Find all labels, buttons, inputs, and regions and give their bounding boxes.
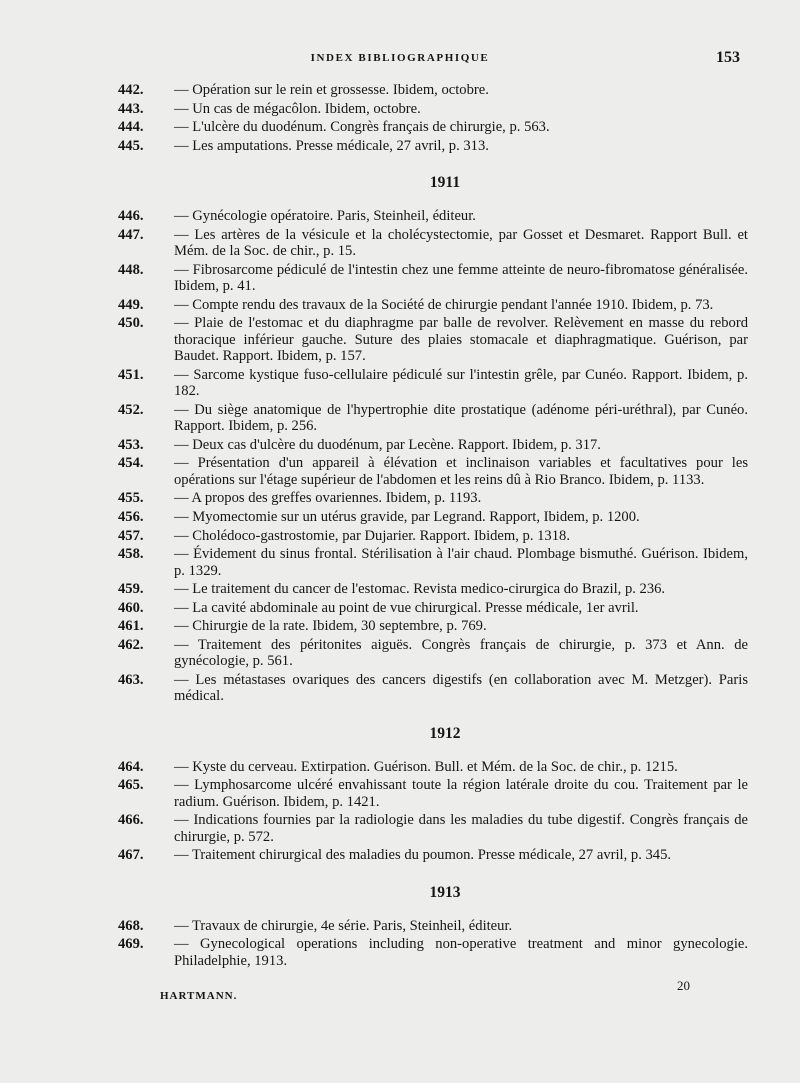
entry-number: 448. bbox=[118, 261, 144, 278]
entry-text: — Traitement chirurgical des maladies du poumon. Presse médicale, 27 avril, p. 345. bbox=[174, 847, 672, 864]
bibliography-entry bbox=[118, 528, 748, 544]
entry-text: — Le traitement du cancer de l'estomac. Revista medico-cirurgica do Brazil, p. 236. bbox=[174, 581, 666, 598]
bibliography-entry bbox=[118, 367, 748, 400]
entry-text: — Compte rendu des travaux de la Société de chirurgie pendant l'année 1910. Ibidem, p. 73. bbox=[174, 296, 714, 313]
entry-number: 444. bbox=[118, 119, 144, 136]
bibliography-entry bbox=[118, 262, 748, 295]
bibliography-entry bbox=[118, 119, 748, 135]
entry-number: 456. bbox=[118, 508, 144, 525]
entry-number: 451. bbox=[118, 366, 144, 383]
entry-number: 450. bbox=[118, 315, 144, 332]
bibliography-entry bbox=[118, 777, 748, 810]
bibliography-entry bbox=[118, 455, 748, 488]
entry-text: — Indications fournies par la radiologie dans les maladies du tube digestif. Congrès français de chirurgie, p. 572. bbox=[174, 812, 748, 845]
bibliography-entry bbox=[118, 82, 748, 98]
entry-number: 452. bbox=[118, 401, 144, 418]
bibliography-entry bbox=[118, 546, 748, 579]
year-heading: 1913 bbox=[429, 883, 461, 901]
running-title: INDEX BIBLIOGRAPHIQUE bbox=[310, 52, 490, 64]
bibliography-entry bbox=[118, 437, 748, 453]
bibliography-entry bbox=[118, 812, 748, 845]
page-number: 153 bbox=[716, 49, 740, 66]
entry-text: — Opération sur le rein et grossesse. Ibidem, octobre. bbox=[174, 82, 489, 98]
entry-text: — Deux cas d'ulcère du duodénum, par Lecène. Rapport. Ibidem, p. 317. bbox=[174, 436, 601, 453]
entry-text: — Cholédoco-gastrostomie, par Dujarier. Rapport. Ibidem, p. 1318. bbox=[174, 527, 570, 544]
entry-text: — Myomectomie sur un utérus gravide, par Legrand. Rapport, Ibidem, p. 1200. bbox=[174, 508, 640, 525]
year-heading: 1911 bbox=[429, 174, 461, 192]
entry-number: 466. bbox=[118, 812, 144, 829]
entry-number: 454. bbox=[118, 455, 144, 472]
entry-number: 467. bbox=[118, 847, 144, 864]
bibliography-entry bbox=[118, 509, 748, 525]
entry-number: 465. bbox=[118, 777, 144, 794]
bibliography-entry bbox=[118, 618, 748, 634]
entry-text: — Fibrosarcome pédiculé de l'intestin chez une femme atteinte de neuro-fibromatose généralisée. Ibidem, p. 41. bbox=[174, 261, 748, 295]
entry-text: — Kyste du cerveau. Extirpation. Guérison. Bull. et Mém. de la Soc. de chir., p. 1215. bbox=[174, 758, 678, 775]
entry-text: — Les amputations. Presse médicale, 27 avril, p. 313. bbox=[174, 137, 489, 154]
year-heading: 1912 bbox=[429, 724, 461, 742]
entry-text: — Du siège anatomique de l'hypertrophie dite prostatique (adénome péri-uréthral), par Cunéo. Rapport. Ibidem, p. 256. bbox=[174, 401, 748, 435]
bibliography-entry bbox=[118, 208, 748, 224]
sheet-number: 20 bbox=[677, 978, 690, 993]
entry-number: 453. bbox=[118, 436, 144, 453]
entry-number: 464. bbox=[118, 758, 144, 775]
bibliography-entry bbox=[118, 637, 748, 670]
entry-number: 468. bbox=[118, 917, 144, 934]
entry-text: — La cavité abdominale au point de vue chirurgical. Presse médicale, 1er avril. bbox=[174, 599, 639, 616]
bibliography-entry bbox=[118, 847, 748, 863]
bibliography-entry bbox=[118, 600, 748, 616]
bibliography-entry bbox=[118, 315, 748, 364]
bibliography-entry bbox=[118, 402, 748, 435]
entry-number: 442. bbox=[118, 82, 144, 98]
entry-number: 447. bbox=[118, 226, 144, 243]
entry-text: — Les artères de la vésicule et la cholécystectomie, par Gosset et Desmaret. Rapport Bull. et Mém. de la Soc. de chir., p. 15. bbox=[174, 226, 748, 260]
entry-number: 463. bbox=[118, 671, 144, 688]
entry-number: 455. bbox=[118, 490, 144, 507]
entry-text: — Lymphosarcome ulcéré envahissant toute la région latérale droite du cou. Traitement par le radium. Guérison. Ibidem, p. 1421. bbox=[174, 777, 748, 810]
bibliography-entry bbox=[118, 581, 748, 597]
entry-text: — L'ulcère du duodénum. Congrès français de chirurgie, p. 563. bbox=[174, 119, 550, 136]
bibliography-entry bbox=[118, 918, 748, 934]
entry-number: 458. bbox=[118, 546, 144, 563]
entry-number: 469. bbox=[118, 936, 144, 953]
entry-number: 449. bbox=[118, 296, 144, 313]
bibliography-entry bbox=[118, 936, 748, 969]
entry-text: — Plaie de l'estomac et du diaphragme par balle de revolver. Relèvement en masse du rebord thoracique inférieur gauche. Suture des plaies stomacale et diaphragmatique. Guérison, par Baudet. Rapport. Ibidem, p. 157. bbox=[174, 315, 748, 365]
entry-number: 446. bbox=[118, 208, 144, 225]
entry-text: — A propos des greffes ovariennes. Ibidem, p. 1193. bbox=[174, 490, 482, 507]
bibliography-entry bbox=[118, 101, 748, 117]
entry-number: 457. bbox=[118, 527, 144, 544]
entry-text: — Chirurgie de la rate. Ibidem, 30 septembre, p. 769. bbox=[174, 618, 487, 635]
bibliography-entry bbox=[118, 227, 748, 260]
entry-text: — Gynecological operations including non-operative treatment and minor gynecologie. Philadelphie, 1913. bbox=[174, 936, 748, 969]
entry-text: — Un cas de mégacôlon. Ibidem, octobre. bbox=[174, 100, 421, 117]
entry-number: 460. bbox=[118, 599, 144, 616]
author-signature: HARTMANN. bbox=[160, 990, 238, 1002]
bibliography-entry bbox=[118, 490, 748, 506]
entry-text: — Présentation d'un appareil à élévation et inclinaison variables et facultatives pour les opérations sur l'étage supérieur de l'abdomen et les reins dû à Rio Branco. Ibidem, p. 1133. bbox=[174, 455, 748, 488]
entry-number: 461. bbox=[118, 618, 144, 635]
entry-number: 459. bbox=[118, 581, 144, 598]
entry-number: 462. bbox=[118, 636, 144, 653]
entry-number: 443. bbox=[118, 100, 144, 117]
bibliography-entry bbox=[118, 138, 748, 154]
entry-text: — Les métastases ovariques des cancers digestifs (en collaboration avec M. Metzger). Paris médical. bbox=[174, 671, 748, 705]
entry-text: — Travaux de chirurgie, 4e série. Paris, Steinheil, éditeur. bbox=[174, 917, 513, 934]
entry-text: — Gynécologie opératoire. Paris, Steinheil, éditeur. bbox=[174, 208, 476, 225]
bibliography-list bbox=[118, 82, 748, 971]
bibliography-entry bbox=[118, 672, 748, 705]
bibliography-entry bbox=[118, 759, 748, 775]
entry-number: 445. bbox=[118, 137, 144, 154]
bibliography-entry bbox=[118, 297, 748, 313]
entry-text: — Sarcome kystique fuso-cellulaire pédiculé sur l'intestin grêle, par Cunéo. Rapport. Ibidem, p. 182. bbox=[174, 366, 748, 400]
entry-text: — Évidement du sinus frontal. Stérilisation à l'air chaud. Plombage bismuthé. Guérison. Ibidem, p. 1329. bbox=[174, 546, 748, 579]
entry-text: — Traitement des péritonites aiguës. Congrès français de chirurgie, p. 373 et Ann. de gynécologie, p. 561. bbox=[174, 636, 748, 670]
